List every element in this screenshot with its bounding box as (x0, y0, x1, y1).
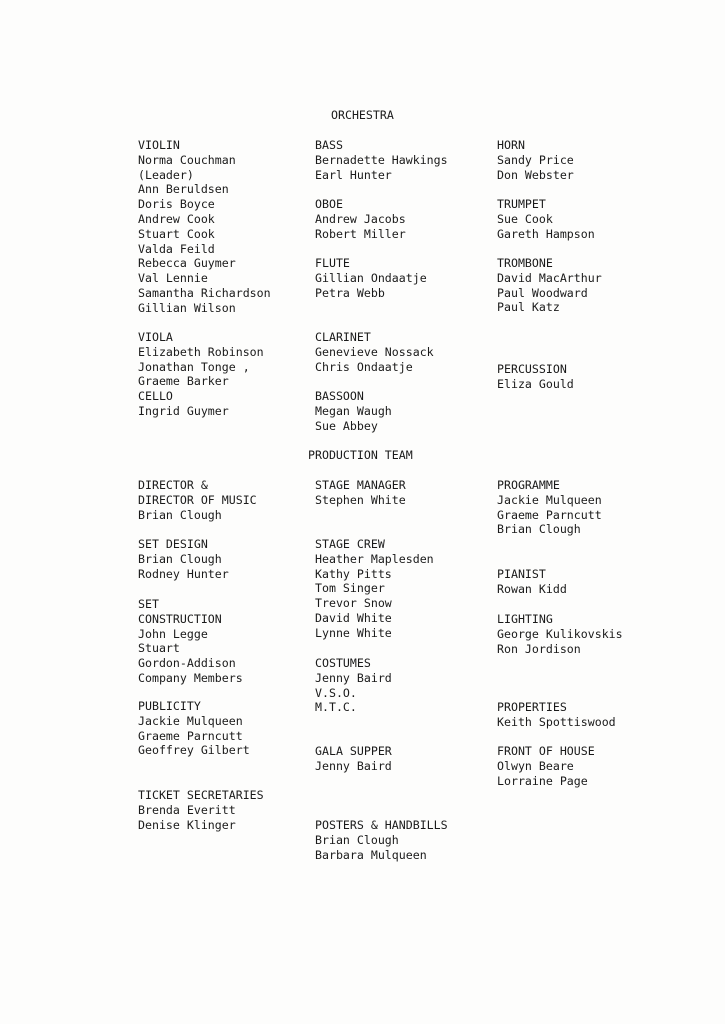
section-title: OBOE (315, 197, 343, 211)
member-name: Paul Katz (497, 300, 560, 315)
member-name: Rebecca Guymer (138, 256, 236, 271)
section-title: CLARINET (315, 330, 371, 344)
member-name: Jenny Baird (315, 670, 392, 685)
section-title: PERCUSSION (497, 362, 567, 376)
member-name: Keith Spottiswood (497, 714, 616, 729)
section-title: PIANIST (497, 567, 546, 581)
member-name: Tom Singer (315, 581, 385, 596)
member-name: Andrew Jacobs (315, 211, 406, 226)
section-title: DIRECTOR & (138, 478, 208, 492)
member-name: George Kulikovskis (497, 626, 623, 641)
member-name: Sue Cook (497, 211, 553, 226)
pianist-section (497, 567, 567, 597)
front-of-house-section (497, 744, 595, 788)
cello-section (138, 389, 229, 419)
member-name: Company Members (138, 670, 243, 685)
production-team-heading: PRODUCTION TEAM (308, 448, 413, 462)
member-name: Val Lennie (138, 271, 208, 286)
member-name: Denise Klinger (138, 817, 236, 832)
member-name: Samantha Richardson (138, 285, 271, 300)
section-title: CONSTRUCTION (138, 611, 222, 626)
section-title: TRUMPET (497, 197, 546, 211)
member-name: Gareth Hampson (497, 226, 595, 241)
member-name: Rodney Hunter (138, 566, 229, 581)
member-name: Gillian Wilson (138, 300, 236, 315)
director-and-director-of-music-section (138, 478, 257, 522)
section-title: TROMBONE (497, 256, 553, 270)
section-title: STAGE CREW (315, 537, 385, 551)
member-name: V.S.O. (315, 685, 357, 700)
member-name: Stuart (138, 641, 180, 656)
member-name: (Leader) (138, 167, 194, 182)
section-title: PUBLICITY (138, 699, 201, 713)
publicity-section (138, 699, 250, 758)
member-name: Valda Feild (138, 241, 215, 256)
trombone-section (497, 256, 602, 315)
section-title: BASS (315, 138, 343, 152)
member-name: Lorraine Page (497, 773, 588, 788)
member-name: Ann Beruldsen (138, 182, 229, 197)
programme-section (497, 478, 602, 537)
section-title: LIGHTING (497, 612, 553, 626)
section-title: SET DESIGN (138, 537, 208, 551)
section-title: COSTUMES (315, 656, 371, 670)
section-title: PROPERTIES (497, 700, 567, 714)
member-name: Megan Waugh (315, 403, 392, 418)
member-name: Gordon-Addison (138, 656, 236, 671)
member-name: Brian Clough (497, 522, 581, 537)
member-name: Stuart Cook (138, 226, 215, 241)
section-title: SET (138, 597, 159, 611)
section-title: VIOLA (138, 330, 173, 344)
member-name: Petra Webb (315, 285, 385, 300)
member-name: Earl Hunter (315, 167, 392, 182)
viola-section (138, 330, 264, 389)
horn-section (497, 138, 574, 182)
set-design-section (138, 537, 229, 581)
member-name: Rowan Kidd (497, 581, 567, 596)
bassoon-section (315, 389, 392, 433)
section-title: FRONT OF HOUSE (497, 744, 595, 758)
violin-section (138, 138, 271, 316)
member-name: Brian Clough (138, 507, 222, 522)
gala-supper-section (315, 744, 392, 774)
section-title: POSTERS & HANDBILLS (315, 818, 448, 832)
posters-and-handbills-section (315, 818, 448, 862)
member-name: Bernadette Hawkings (315, 152, 448, 167)
oboe-section (315, 197, 406, 241)
member-name: Norma Couchman (138, 152, 236, 167)
member-name: Chris Ondaatje (315, 359, 413, 374)
member-name: Kathy Pitts (315, 566, 392, 581)
member-name: John Legge (138, 626, 208, 641)
member-name: Eliza Gould (497, 376, 574, 391)
trumpet-section (497, 197, 595, 241)
member-name: Heather Maplesden (315, 551, 434, 566)
percussion-section (497, 362, 574, 392)
section-title: BASSOON (315, 389, 364, 403)
costumes-section (315, 656, 392, 715)
orchestra-heading: ORCHESTRA (331, 108, 394, 122)
ticket-secretaries-section (138, 788, 264, 832)
member-name: David MacArthur (497, 270, 602, 285)
member-name: Paul Woodward (497, 285, 588, 300)
section-title: VIOLIN (138, 138, 180, 152)
member-name: Olwyn Beare (497, 758, 574, 773)
member-name: Ron Jordison (497, 641, 581, 656)
member-name: Stephen White (315, 492, 406, 507)
member-name: Brian Clough (315, 832, 399, 847)
member-name: Don Webster (497, 167, 574, 182)
section-title: GALA SUPPER (315, 744, 392, 758)
member-name: Graeme Parncutt (138, 728, 243, 743)
member-name: Brenda Everitt (138, 802, 236, 817)
section-title: DIRECTOR OF MUSIC (138, 492, 257, 507)
member-name: Jackie Mulqueen (138, 713, 243, 728)
member-name: Lynne White (315, 625, 392, 640)
member-name: Graeme Barker (138, 374, 229, 389)
member-name: Trevor Snow (315, 596, 392, 611)
member-name: Robert Miller (315, 226, 406, 241)
set-construction-section (138, 597, 243, 686)
stage-manager-section (315, 478, 406, 508)
member-name: Brian Clough (138, 551, 222, 566)
member-name: Geoffrey Gilbert (138, 743, 250, 758)
member-name: Ingrid Guymer (138, 403, 229, 418)
member-name: Jonathan Tonge , (138, 359, 250, 374)
member-name: M.T.C. (315, 700, 357, 715)
member-name: David White (315, 610, 392, 625)
member-name: Genevieve Nossack (315, 344, 434, 359)
member-name: Gillian Ondaatje (315, 270, 427, 285)
member-name: Doris Boyce (138, 197, 215, 212)
lighting-section (497, 612, 623, 656)
section-title: FLUTE (315, 256, 350, 270)
member-name: Sandy Price (497, 152, 574, 167)
bass-section (315, 138, 448, 182)
clarinet-section (315, 330, 434, 374)
properties-section (497, 700, 616, 730)
member-name: Barbara Mulqueen (315, 847, 427, 862)
member-name: Graeme Parncutt (497, 507, 602, 522)
section-title: TICKET SECRETARIES (138, 788, 264, 802)
section-title: HORN (497, 138, 525, 152)
member-name: Sue Abbey (315, 418, 378, 433)
section-title: PROGRAMME (497, 478, 560, 492)
flute-section (315, 256, 427, 300)
member-name: Jackie Mulqueen (497, 492, 602, 507)
section-title: STAGE MANAGER (315, 478, 406, 492)
stage-crew-section (315, 537, 434, 641)
member-name: Elizabeth Robinson (138, 344, 264, 359)
member-name: Jenny Baird (315, 758, 392, 773)
member-name: Andrew Cook (138, 211, 215, 226)
section-title: CELLO (138, 389, 173, 403)
